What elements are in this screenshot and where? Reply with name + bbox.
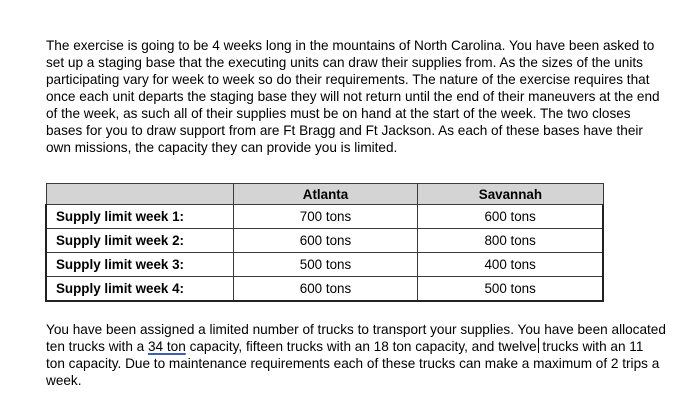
row-label: Supply limit week 2: <box>46 229 233 253</box>
trucks-text-after: trucks with an 11 ton capacity. Due to maintenance requirements each of these trucks can make a maximum of 2 trips a week. <box>46 339 660 388</box>
row-label: Supply limit week 3: <box>46 253 233 277</box>
trucks-paragraph[interactable] <box>46 321 666 389</box>
intro-paragraph: The exercise is going to be 4 weeks long in the mountains of North Carolina. You have been asked to set up a staging base that the executing units can draw their supplies from. As the sizes of the units participating vary for week to week so do their requirements. The nature of the exercise requires that once each unit departs the staging base they will not return until the end of their maneuvers at the end of the week, as such all of their supplies must be on hand at the start of the week. The two closes bases for you to draw support from are Ft Bragg and Ft Jackson. As each of these bases have their own missions, the capacity they can provide you is limited. <box>46 38 660 155</box>
savannah-cell: 500 tons <box>418 277 603 302</box>
table-row <box>46 253 603 277</box>
atlanta-cell: 600 tons <box>233 229 418 253</box>
table-row <box>46 277 603 302</box>
table-header-atlanta: Atlanta <box>233 184 418 205</box>
supply-limits-table <box>45 183 604 302</box>
table-header-empty <box>46 184 233 205</box>
atlanta-cell: 500 tons <box>233 253 418 277</box>
table-header-savannah: Savannah <box>418 184 603 205</box>
table-row <box>46 205 603 229</box>
atlanta-cell: 700 tons <box>233 205 418 229</box>
trucks-text-middle: capacity, fifteen trucks with an 18 ton capacity, and twelve <box>185 339 537 354</box>
trucks-text-before: You have been assigned a limited number of trucks to transport your supplies. You have been allocated ten trucks with a <box>46 322 666 354</box>
savannah-cell: 400 tons <box>418 253 603 277</box>
proofing-underlined-text[interactable]: 34 ton <box>148 339 186 354</box>
row-label: Supply limit week 4: <box>46 277 233 302</box>
table-row <box>46 229 603 253</box>
row-label: Supply limit week 1: <box>46 205 233 229</box>
savannah-cell: 600 tons <box>418 205 603 229</box>
table-header-row <box>46 184 603 205</box>
savannah-cell: 800 tons <box>418 229 603 253</box>
atlanta-cell: 600 tons <box>233 277 418 302</box>
